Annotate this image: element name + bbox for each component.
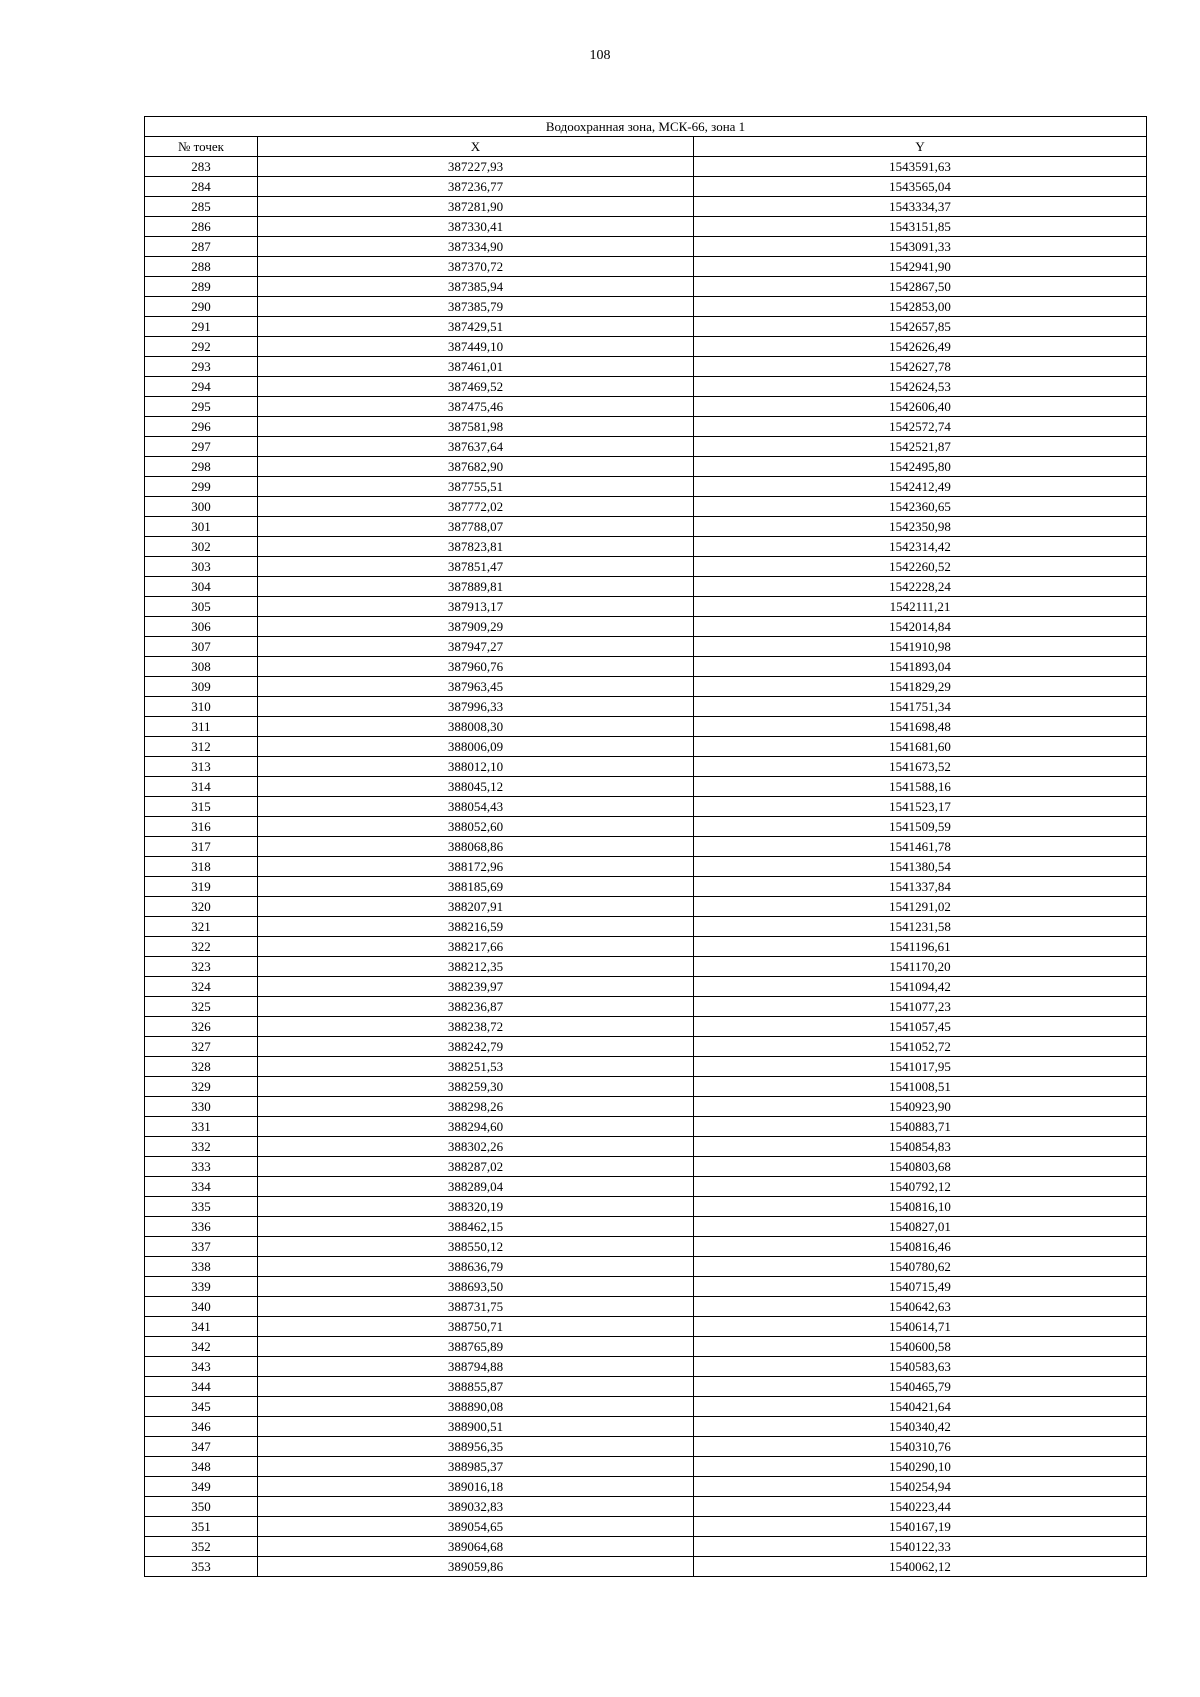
y-cell: 1540122,33 — [694, 1537, 1147, 1557]
table-row — [145, 1437, 1147, 1457]
table-row — [145, 937, 1147, 957]
x-cell: 388185,69 — [258, 877, 694, 897]
x-cell: 388855,87 — [258, 1377, 694, 1397]
table-row — [145, 757, 1147, 777]
table-row — [145, 637, 1147, 657]
y-cell: 1540780,62 — [694, 1257, 1147, 1277]
y-cell: 1541057,45 — [694, 1017, 1147, 1037]
table-row — [145, 837, 1147, 857]
x-cell: 387385,79 — [258, 297, 694, 317]
y-cell: 1542111,21 — [694, 597, 1147, 617]
x-cell: 388298,26 — [258, 1097, 694, 1117]
x-cell: 388207,91 — [258, 897, 694, 917]
y-cell: 1542624,53 — [694, 377, 1147, 397]
table-row — [145, 477, 1147, 497]
x-cell: 387236,77 — [258, 177, 694, 197]
y-cell: 1540583,63 — [694, 1357, 1147, 1377]
column-header-y: Y — [694, 137, 1147, 157]
point-number-cell: 339 — [145, 1277, 258, 1297]
table-row — [145, 997, 1147, 1017]
y-cell: 1542260,52 — [694, 557, 1147, 577]
table-row — [145, 1257, 1147, 1277]
point-number-cell: 349 — [145, 1477, 258, 1497]
y-cell: 1541509,59 — [694, 817, 1147, 837]
y-cell: 1540310,76 — [694, 1437, 1147, 1457]
point-number-cell: 314 — [145, 777, 258, 797]
table-row — [145, 1357, 1147, 1377]
x-cell: 388052,60 — [258, 817, 694, 837]
y-cell: 1542606,40 — [694, 397, 1147, 417]
point-number-cell: 312 — [145, 737, 258, 757]
x-cell: 387788,07 — [258, 517, 694, 537]
table-row — [145, 257, 1147, 277]
y-cell: 1541910,98 — [694, 637, 1147, 657]
point-number-cell: 291 — [145, 317, 258, 337]
x-cell: 388890,08 — [258, 1397, 694, 1417]
table-header-row — [145, 137, 1147, 157]
point-number-cell: 325 — [145, 997, 258, 1017]
y-cell: 1540642,63 — [694, 1297, 1147, 1317]
point-number-cell: 317 — [145, 837, 258, 857]
y-cell: 1540803,68 — [694, 1157, 1147, 1177]
x-cell: 387281,90 — [258, 197, 694, 217]
point-number-cell: 288 — [145, 257, 258, 277]
y-cell: 1541523,17 — [694, 797, 1147, 817]
y-cell: 1541077,23 — [694, 997, 1147, 1017]
table-row — [145, 157, 1147, 177]
y-cell: 1541008,51 — [694, 1077, 1147, 1097]
point-number-cell: 319 — [145, 877, 258, 897]
x-cell: 388302,26 — [258, 1137, 694, 1157]
y-cell: 1542314,42 — [694, 537, 1147, 557]
point-number-cell: 289 — [145, 277, 258, 297]
y-cell: 1542627,78 — [694, 357, 1147, 377]
coordinates-table — [144, 116, 1147, 1577]
point-number-cell: 338 — [145, 1257, 258, 1277]
table-row — [145, 877, 1147, 897]
y-cell: 1541698,48 — [694, 717, 1147, 737]
table-row — [145, 1177, 1147, 1197]
x-cell: 388259,30 — [258, 1077, 694, 1097]
point-number-cell: 294 — [145, 377, 258, 397]
point-number-cell: 328 — [145, 1057, 258, 1077]
x-cell: 388217,66 — [258, 937, 694, 957]
table-row — [145, 537, 1147, 557]
table-row — [145, 437, 1147, 457]
x-cell: 387227,93 — [258, 157, 694, 177]
x-cell: 389016,18 — [258, 1477, 694, 1497]
point-number-cell: 346 — [145, 1417, 258, 1437]
table-row — [145, 1017, 1147, 1037]
point-number-cell: 287 — [145, 237, 258, 257]
table-row — [145, 737, 1147, 757]
table-row — [145, 277, 1147, 297]
x-cell: 387330,41 — [258, 217, 694, 237]
y-cell: 1541681,60 — [694, 737, 1147, 757]
point-number-cell: 353 — [145, 1557, 258, 1577]
point-number-cell: 301 — [145, 517, 258, 537]
y-cell: 1540340,42 — [694, 1417, 1147, 1437]
y-cell: 1540827,01 — [694, 1217, 1147, 1237]
table-row — [145, 177, 1147, 197]
y-cell: 1541196,61 — [694, 937, 1147, 957]
table-row — [145, 697, 1147, 717]
y-cell: 1543091,33 — [694, 237, 1147, 257]
x-cell: 387963,45 — [258, 677, 694, 697]
x-cell: 387637,64 — [258, 437, 694, 457]
y-cell: 1540816,46 — [694, 1237, 1147, 1257]
table-row — [145, 1277, 1147, 1297]
table-row — [145, 617, 1147, 637]
y-cell: 1542412,49 — [694, 477, 1147, 497]
table-row — [145, 1077, 1147, 1097]
y-cell: 1541337,84 — [694, 877, 1147, 897]
y-cell: 1542572,74 — [694, 417, 1147, 437]
y-cell: 1543334,37 — [694, 197, 1147, 217]
y-cell: 1543591,63 — [694, 157, 1147, 177]
y-cell: 1541588,16 — [694, 777, 1147, 797]
point-number-cell: 330 — [145, 1097, 258, 1117]
x-cell: 389059,86 — [258, 1557, 694, 1577]
x-cell: 387385,94 — [258, 277, 694, 297]
x-cell: 387772,02 — [258, 497, 694, 517]
point-number-cell: 332 — [145, 1137, 258, 1157]
point-number-cell: 341 — [145, 1317, 258, 1337]
table-row — [145, 777, 1147, 797]
point-number-cell: 343 — [145, 1357, 258, 1377]
y-cell: 1541094,42 — [694, 977, 1147, 997]
page-number: 108 — [589, 48, 611, 63]
table-row — [145, 1237, 1147, 1257]
point-number-cell: 348 — [145, 1457, 258, 1477]
point-number-cell: 295 — [145, 397, 258, 417]
x-cell: 388068,86 — [258, 837, 694, 857]
x-cell: 387449,10 — [258, 337, 694, 357]
table-row — [145, 1557, 1147, 1577]
table-row — [145, 1137, 1147, 1157]
x-cell: 387960,76 — [258, 657, 694, 677]
point-number-cell: 307 — [145, 637, 258, 657]
point-number-cell: 302 — [145, 537, 258, 557]
column-header-point-number: № точек — [145, 137, 258, 157]
point-number-cell: 315 — [145, 797, 258, 817]
y-cell: 1540223,44 — [694, 1497, 1147, 1517]
x-cell: 388636,79 — [258, 1257, 694, 1277]
point-number-cell: 311 — [145, 717, 258, 737]
point-number-cell: 329 — [145, 1077, 258, 1097]
table-row — [145, 597, 1147, 617]
x-cell: 388172,96 — [258, 857, 694, 877]
y-cell: 1541291,02 — [694, 897, 1147, 917]
x-cell: 387461,01 — [258, 357, 694, 377]
table-row — [145, 517, 1147, 537]
x-cell: 387581,98 — [258, 417, 694, 437]
y-cell: 1541380,54 — [694, 857, 1147, 877]
table-row — [145, 1297, 1147, 1317]
point-number-cell: 313 — [145, 757, 258, 777]
y-cell: 1540792,12 — [694, 1177, 1147, 1197]
y-cell: 1541673,52 — [694, 757, 1147, 777]
y-cell: 1542014,84 — [694, 617, 1147, 637]
table-row — [145, 557, 1147, 577]
point-number-cell: 347 — [145, 1437, 258, 1457]
point-number-cell: 299 — [145, 477, 258, 497]
point-number-cell: 321 — [145, 917, 258, 937]
table-row — [145, 1397, 1147, 1417]
point-number-cell: 345 — [145, 1397, 258, 1417]
x-cell: 389032,83 — [258, 1497, 694, 1517]
y-cell: 1541461,78 — [694, 837, 1147, 857]
y-cell: 1540254,94 — [694, 1477, 1147, 1497]
point-number-cell: 327 — [145, 1037, 258, 1057]
x-cell: 388212,35 — [258, 957, 694, 977]
x-cell: 387370,72 — [258, 257, 694, 277]
x-cell: 388236,87 — [258, 997, 694, 1017]
point-number-cell: 304 — [145, 577, 258, 597]
table-row — [145, 1537, 1147, 1557]
y-cell: 1540715,49 — [694, 1277, 1147, 1297]
table-row — [145, 417, 1147, 437]
point-number-cell: 342 — [145, 1337, 258, 1357]
point-number-cell: 308 — [145, 657, 258, 677]
point-number-cell: 306 — [145, 617, 258, 637]
x-cell: 387682,90 — [258, 457, 694, 477]
y-cell: 1540290,10 — [694, 1457, 1147, 1477]
table-row — [145, 677, 1147, 697]
x-cell: 389064,68 — [258, 1537, 694, 1557]
x-cell: 388750,71 — [258, 1317, 694, 1337]
column-header-x: X — [258, 137, 694, 157]
point-number-cell: 293 — [145, 357, 258, 377]
x-cell: 387913,17 — [258, 597, 694, 617]
x-cell: 388765,89 — [258, 1337, 694, 1357]
table-row — [145, 1037, 1147, 1057]
table-row — [145, 237, 1147, 257]
table-row — [145, 1417, 1147, 1437]
point-number-cell: 331 — [145, 1117, 258, 1137]
table-body — [145, 157, 1147, 1577]
y-cell: 1541829,29 — [694, 677, 1147, 697]
x-cell: 388550,12 — [258, 1237, 694, 1257]
y-cell: 1540614,71 — [694, 1317, 1147, 1337]
x-cell: 388287,02 — [258, 1157, 694, 1177]
point-number-cell: 309 — [145, 677, 258, 697]
point-number-cell: 300 — [145, 497, 258, 517]
y-cell: 1540854,83 — [694, 1137, 1147, 1157]
table-row — [145, 1217, 1147, 1237]
x-cell: 388242,79 — [258, 1037, 694, 1057]
point-number-cell: 340 — [145, 1297, 258, 1317]
x-cell: 387475,46 — [258, 397, 694, 417]
x-cell: 388693,50 — [258, 1277, 694, 1297]
x-cell: 387947,27 — [258, 637, 694, 657]
y-cell: 1543151,85 — [694, 217, 1147, 237]
y-cell: 1542360,65 — [694, 497, 1147, 517]
table-row — [145, 957, 1147, 977]
point-number-cell: 335 — [145, 1197, 258, 1217]
table-row — [145, 917, 1147, 937]
x-cell: 387996,33 — [258, 697, 694, 717]
x-cell: 388045,12 — [258, 777, 694, 797]
x-cell: 388294,60 — [258, 1117, 694, 1137]
y-cell: 1542495,80 — [694, 457, 1147, 477]
point-number-cell: 292 — [145, 337, 258, 357]
y-cell: 1542657,85 — [694, 317, 1147, 337]
point-number-cell: 350 — [145, 1497, 258, 1517]
x-cell: 388289,04 — [258, 1177, 694, 1197]
table-row — [145, 317, 1147, 337]
y-cell: 1542521,87 — [694, 437, 1147, 457]
x-cell: 388956,35 — [258, 1437, 694, 1457]
x-cell: 388012,10 — [258, 757, 694, 777]
table-row — [145, 657, 1147, 677]
y-cell: 1541893,04 — [694, 657, 1147, 677]
table-row — [145, 897, 1147, 917]
x-cell: 387889,81 — [258, 577, 694, 597]
y-cell: 1541751,34 — [694, 697, 1147, 717]
table-row — [145, 397, 1147, 417]
point-number-cell: 336 — [145, 1217, 258, 1237]
table-row — [145, 197, 1147, 217]
table-row — [145, 1097, 1147, 1117]
table-row — [145, 1497, 1147, 1517]
point-number-cell: 324 — [145, 977, 258, 997]
table-row — [145, 577, 1147, 597]
table-row — [145, 1197, 1147, 1217]
x-cell: 389054,65 — [258, 1517, 694, 1537]
x-cell: 388462,15 — [258, 1217, 694, 1237]
table-row — [145, 1337, 1147, 1357]
y-cell: 1540465,79 — [694, 1377, 1147, 1397]
table-row — [145, 217, 1147, 237]
table-row — [145, 1117, 1147, 1137]
point-number-cell: 283 — [145, 157, 258, 177]
y-cell: 1542626,49 — [694, 337, 1147, 357]
table-row — [145, 497, 1147, 517]
point-number-cell: 323 — [145, 957, 258, 977]
table-row — [145, 1157, 1147, 1177]
table-row — [145, 797, 1147, 817]
point-number-cell: 316 — [145, 817, 258, 837]
table-row — [145, 357, 1147, 377]
x-cell: 387334,90 — [258, 237, 694, 257]
y-cell: 1542853,00 — [694, 297, 1147, 317]
x-cell: 387429,51 — [258, 317, 694, 337]
x-cell: 388239,97 — [258, 977, 694, 997]
y-cell: 1540923,90 — [694, 1097, 1147, 1117]
y-cell: 1540600,58 — [694, 1337, 1147, 1357]
x-cell: 388054,43 — [258, 797, 694, 817]
point-number-cell: 310 — [145, 697, 258, 717]
y-cell: 1540883,71 — [694, 1117, 1147, 1137]
table-row — [145, 977, 1147, 997]
table-row — [145, 1317, 1147, 1337]
x-cell: 388985,37 — [258, 1457, 694, 1477]
point-number-cell: 333 — [145, 1157, 258, 1177]
point-number-cell: 298 — [145, 457, 258, 477]
point-number-cell: 344 — [145, 1377, 258, 1397]
point-number-cell: 337 — [145, 1237, 258, 1257]
x-cell: 388900,51 — [258, 1417, 694, 1437]
point-number-cell: 318 — [145, 857, 258, 877]
table-row — [145, 857, 1147, 877]
x-cell: 388251,53 — [258, 1057, 694, 1077]
y-cell: 1542228,24 — [694, 577, 1147, 597]
table-row — [145, 1457, 1147, 1477]
x-cell: 387469,52 — [258, 377, 694, 397]
x-cell: 387755,51 — [258, 477, 694, 497]
point-number-cell: 290 — [145, 297, 258, 317]
x-cell: 387909,29 — [258, 617, 694, 637]
table-row — [145, 1477, 1147, 1497]
y-cell: 1540167,19 — [694, 1517, 1147, 1537]
table-row — [145, 457, 1147, 477]
y-cell: 1540816,10 — [694, 1197, 1147, 1217]
x-cell: 388216,59 — [258, 917, 694, 937]
y-cell: 1543565,04 — [694, 177, 1147, 197]
point-number-cell: 326 — [145, 1017, 258, 1037]
table-row — [145, 337, 1147, 357]
y-cell: 1542941,90 — [694, 257, 1147, 277]
x-cell: 387851,47 — [258, 557, 694, 577]
table-row — [145, 1377, 1147, 1397]
point-number-cell: 305 — [145, 597, 258, 617]
table-row — [145, 1517, 1147, 1537]
x-cell: 388731,75 — [258, 1297, 694, 1317]
point-number-cell: 297 — [145, 437, 258, 457]
y-cell: 1540062,12 — [694, 1557, 1147, 1577]
y-cell: 1540421,64 — [694, 1397, 1147, 1417]
point-number-cell: 284 — [145, 177, 258, 197]
table-title-row — [145, 117, 1147, 137]
point-number-cell: 296 — [145, 417, 258, 437]
table-row — [145, 717, 1147, 737]
y-cell: 1542867,50 — [694, 277, 1147, 297]
point-number-cell: 303 — [145, 557, 258, 577]
table-title: Водоохранная зона, МСК-66, зона 1 — [145, 117, 1147, 137]
y-cell: 1541052,72 — [694, 1037, 1147, 1057]
y-cell: 1542350,98 — [694, 517, 1147, 537]
x-cell: 388238,72 — [258, 1017, 694, 1037]
x-cell: 388008,30 — [258, 717, 694, 737]
y-cell: 1541231,58 — [694, 917, 1147, 937]
y-cell: 1541170,20 — [694, 957, 1147, 977]
point-number-cell: 322 — [145, 937, 258, 957]
table-row — [145, 817, 1147, 837]
x-cell: 388320,19 — [258, 1197, 694, 1217]
table-row — [145, 297, 1147, 317]
x-cell: 388794,88 — [258, 1357, 694, 1377]
point-number-cell: 320 — [145, 897, 258, 917]
y-cell: 1541017,95 — [694, 1057, 1147, 1077]
point-number-cell: 285 — [145, 197, 258, 217]
x-cell: 387823,81 — [258, 537, 694, 557]
table-row — [145, 377, 1147, 397]
point-number-cell: 352 — [145, 1537, 258, 1557]
table-row — [145, 1057, 1147, 1077]
point-number-cell: 334 — [145, 1177, 258, 1197]
x-cell: 388006,09 — [258, 737, 694, 757]
point-number-cell: 286 — [145, 217, 258, 237]
point-number-cell: 351 — [145, 1517, 258, 1537]
